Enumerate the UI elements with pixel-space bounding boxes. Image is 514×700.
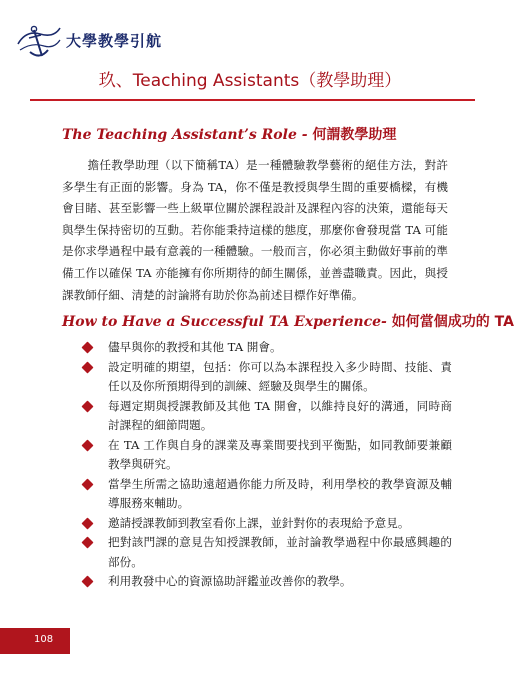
tips-list [62, 338, 452, 592]
list-item-text: 在 TA 工作與自身的課業及專業間要找到平衡點，如同教師要兼顧教學與研究。 [108, 437, 452, 471]
bullet-icon [81, 341, 93, 353]
role-paragraph: 擔任教學助理（以下簡稱TA）是一種體驗教學藝術的絕佳方法，對許多學生有正面的影響。身為 TA，你不僅是教授與學生間的重要橋樑，有機會目睹、甚至影響一些上級單位關於課程設計及課程內容的決策，還能每天與學生保持密切的互動。若你能秉持這樣的態度，那麼你會發現當 TA 可能是你求學過程中最有意義的一種體驗。一般而言，你必須主動做好事前的準備工作以確保 TA 亦能擁有你所期待的師生關係，並善盡職責。因此，與授課教師仔細、清楚的討論將有助於你為前述目標作好準備。 [62, 158, 448, 302]
section-heading-role [62, 124, 396, 144]
list-item-text: 把對該門課的意見告知授課教師，並討論教學過程中你最感興趣的部份。 [108, 535, 452, 569]
bullet-icon [81, 439, 93, 451]
list-item-text: 邀請授課教師到教室看你上課，並針對你的表現給予意見。 [108, 515, 410, 530]
bullet-icon [81, 536, 93, 548]
bullet-icon [81, 400, 93, 412]
list-item [62, 436, 452, 475]
logo-text: 大學教學引航 [66, 32, 163, 50]
list-item-text: 當學生所需之協助遠超過你能力所及時，利用學校的教學資源及輔導服務來輔助。 [108, 476, 452, 510]
bullet-icon [81, 517, 93, 529]
chapter-title: 玖、Teaching Assistants（教學助理） [98, 71, 402, 91]
page-number: 108 [34, 634, 54, 645]
title-divider [30, 99, 475, 101]
list-item [62, 397, 452, 436]
list-item [62, 358, 452, 397]
anchor-icon [14, 22, 64, 62]
list-item [62, 338, 452, 358]
list-item-text: 儘早與你的教授和其他 TA 開會。 [108, 340, 282, 354]
page-number-tab [0, 628, 70, 654]
list-item-text: 每週定期與授課教師及其他 TA 開會，以維持良好的溝通，同時商討課程的細節問題。 [108, 398, 452, 432]
section-heading-success-en: How to Have a Successful TA Experience- [62, 314, 387, 330]
list-item [62, 572, 452, 592]
list-item [62, 475, 452, 514]
list-item-text: 設定明確的期望，包括：你可以為本課程投入多少時間、技能、責任以及你所預期得到的訓練、經驗及與學生的關係。 [108, 359, 452, 393]
bullet-icon [81, 361, 93, 373]
list-item [62, 514, 452, 534]
section-heading-role-en: The Teaching Assistant’s Role - [62, 127, 308, 143]
bullet-icon [81, 575, 93, 587]
section-heading-role-zh: 何謂教學助理 [312, 127, 397, 143]
section-heading-success-zh: 如何當個成功的 TA [391, 314, 514, 330]
bullet-icon [81, 478, 93, 490]
list-item [62, 533, 452, 572]
logo [14, 22, 164, 62]
section-heading-success [62, 311, 514, 331]
list-item-text: 利用教發中心的資源協助評鑑並改善你的教學。 [108, 574, 352, 588]
